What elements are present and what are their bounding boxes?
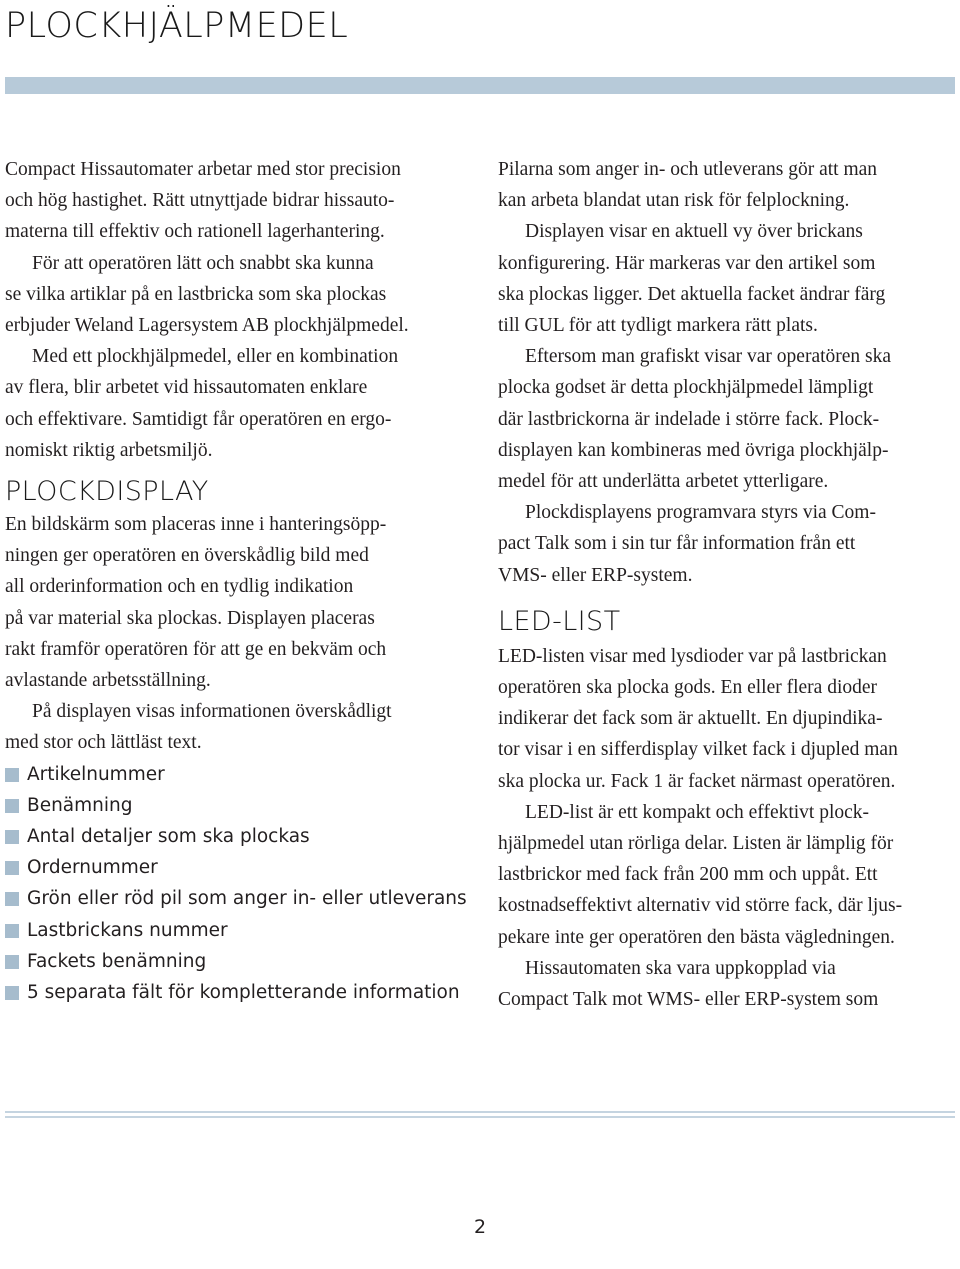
square-bullet-icon	[5, 955, 19, 969]
text-line: nomiskt riktig arbetsmiljö.	[5, 439, 213, 461]
list-item	[5, 821, 475, 852]
text-line: plocka godset är detta plockhjälpmedel lämpligt	[498, 377, 874, 399]
text-line: se vilka artiklar på en lastbricka som ska plockas	[5, 283, 387, 305]
text-line: och hög hastighet. Rätt utnyttjade bidrar hissauto-	[5, 190, 395, 212]
text-line: till GUL för att tydligt markera rätt plats.	[498, 315, 818, 337]
text-line: medel för att underlätta arbetet ytterligare.	[498, 471, 829, 493]
plockdisplay-paragraph	[5, 509, 475, 759]
text-line: tor visar i en sifferdisplay vilket fack i djupled man	[498, 739, 898, 761]
list-item-label: Lastbrickans nummer	[27, 919, 228, 941]
text-line: ska plockas ligger. Det aktuella facket ändrar färg	[498, 283, 886, 305]
left-column	[5, 154, 475, 1008]
text-line: hjälpmedel utan rörliga delar. Listen är lämplig för	[498, 833, 894, 855]
list-item-label: Fackets benämning	[27, 950, 207, 972]
text-line: ska plocka ur. Fack 1 är facket närmast operatören.	[498, 770, 896, 792]
text-line: Compact Talk mot WMS- eller ERP-system som	[498, 989, 879, 1011]
list-item	[5, 883, 475, 914]
text-line: pekare inte ger operatören den bästa vägledningen.	[498, 926, 895, 948]
text-line: där lastbrickorna är indelade i större fack. Plock-	[498, 408, 880, 430]
text-line: På displayen visas informationen överskådligt	[32, 701, 392, 723]
list-item	[5, 915, 475, 946]
text-line: av flera, blir arbetet vid hissautomaten enklare	[5, 377, 368, 399]
text-line: En bildskärm som placeras inne i hanteringsöpp-	[5, 514, 387, 536]
page-number: 2	[473, 1216, 487, 1238]
text-line: kostnadseffektivt alternativ vid större fack, där ljus-	[498, 895, 903, 917]
footer-rule	[5, 1111, 955, 1118]
square-bullet-icon	[5, 830, 19, 844]
text-line: Compact Hissautomater arbetar med stor precision	[5, 159, 401, 180]
text-line: kan arbeta blandat utan risk för felplockning.	[498, 190, 850, 212]
text-line: LED-list är ett kompakt och effektivt plock-	[525, 801, 870, 823]
list-item	[5, 790, 475, 821]
text-line: rakt framför operatören för att ge en bekväm och	[5, 638, 387, 660]
section-heading-plockdisplay: PLOCKDISPLAY	[5, 476, 209, 508]
intro-paragraph	[5, 154, 475, 466]
square-bullet-icon	[5, 768, 19, 782]
text-line: VMS- eller ERP-system.	[498, 564, 693, 586]
list-item-label: 5 separata fält för kompletterande information	[27, 982, 460, 1004]
text-line: pact Talk som i sin tur får information från ett	[498, 533, 856, 555]
square-bullet-icon	[5, 861, 19, 875]
right-intro-paragraph	[498, 154, 960, 591]
text-line: Displayen visar en aktuell vy över brickans	[525, 221, 863, 243]
text-line: avlastande arbetsställning.	[5, 670, 211, 692]
text-line: lastbrickor med fack från 200 mm och uppåt. Ett	[498, 864, 878, 886]
square-bullet-icon	[5, 986, 19, 1000]
list-item-label: Grön eller röd pil som anger in- eller utleverans	[27, 888, 467, 910]
list-item	[5, 977, 475, 1008]
text-line: Eftersom man grafiskt visar var operatören ska	[525, 346, 892, 368]
list-item-label: Artikelnummer	[27, 763, 165, 785]
text-line: all orderinformation och en tydlig indikation	[5, 576, 354, 598]
list-item-label: Antal detaljer som ska plockas	[27, 826, 310, 848]
square-bullet-icon	[5, 892, 19, 906]
text-line: med stor och lättläst text.	[5, 732, 202, 754]
text-line: indikerar det fack som är aktuellt. En djupindika-	[498, 708, 883, 730]
list-item	[5, 946, 475, 977]
list-item-label: Benämning	[27, 794, 133, 816]
led-list-paragraph	[498, 641, 960, 1015]
text-line: Plockdisplayens programvara styrs via Com-	[525, 502, 876, 524]
text-line: operatören ska plocka gods. En eller flera dioder	[498, 677, 878, 699]
text-line: materna till effektiv och rationell lagerhantering.	[5, 221, 385, 243]
text-line: Med ett plockhjälpmedel, eller en kombination	[32, 346, 399, 368]
text-line: på var material ska plockas. Displayen placeras	[5, 607, 375, 629]
square-bullet-icon	[5, 924, 19, 938]
title-rule	[5, 77, 955, 94]
list-item	[5, 759, 475, 790]
list-item	[5, 852, 475, 883]
text-line: erbjuder Weland Lagersystem AB plockhjälpmedel.	[5, 315, 409, 337]
text-line: Pilarna som anger in- och utleverans gör att man	[498, 159, 878, 180]
right-column	[498, 154, 960, 1015]
list-item-label: Ordernummer	[27, 857, 158, 879]
page-title: PLOCKHJÄLPMEDEL	[5, 6, 349, 46]
text-line: displayen kan kombineras med övriga plockhjälp-	[498, 439, 889, 461]
text-line: och effektivare. Samtidigt får operatören en ergo-	[5, 408, 392, 430]
square-bullet-icon	[5, 799, 19, 813]
section-heading-led-list: LED-LIST	[498, 605, 621, 637]
display-info-list	[5, 759, 475, 1009]
text-line: För att operatören lätt och snabbt ska kunna	[32, 252, 374, 274]
text-line: Hissautomaten ska vara uppkopplad via	[525, 957, 836, 979]
text-line: ningen ger operatören en överskådlig bild med	[5, 545, 369, 567]
text-line: LED-listen visar med lysdioder var på lastbrickan	[498, 645, 887, 667]
text-line: konfigurering. Här markeras var den artikel som	[498, 252, 876, 274]
